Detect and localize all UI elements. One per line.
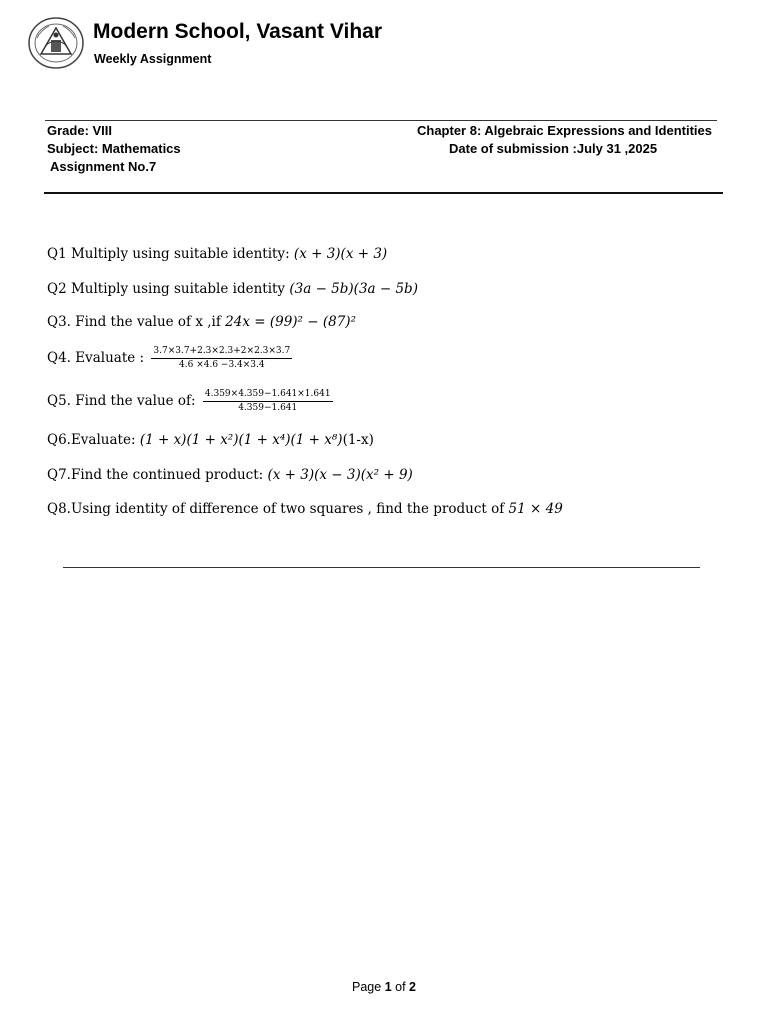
document-subtitle: Weekly Assignment [94,52,212,66]
question-label: Q2 Multiply using suitable identity [47,281,286,297]
meta-divider [44,192,723,194]
question-fraction [203,389,333,414]
question-8 [47,501,563,517]
question-3 [47,314,356,330]
question-expression: (x + 3)(x − 3)(x² + 9) [267,467,413,483]
fraction-numerator: 3.7×3.7+2.3×2.3+2×2.3×3.7 [151,346,292,359]
fraction-numerator: 4.359×4.359−1.641×1.641 [203,389,333,402]
question-expression: (1 + x)(1 + x²)(1 + x⁴)(1 + x⁸) [139,432,343,448]
school-name: Modern School, Vasant Vihar [93,20,383,43]
question-7 [47,467,413,483]
question-label: Q4. Evaluate : [47,350,145,366]
question-4 [47,346,292,371]
grade-label: Grade: VIII [47,123,113,138]
question-1 [47,246,387,262]
question-2 [47,281,418,297]
submission-date: Date of submission :July 31 ,2025 [449,141,658,156]
question-fraction [151,346,292,371]
header-divider [45,120,717,121]
page-total: 2 [409,980,416,994]
question-expression: (3a − 5b)(3a − 5b) [289,281,418,297]
question-label: Q8.Using identity of difference of two squares , find the product of [47,501,505,517]
question-expression: 51 × 49 [508,501,563,517]
question-expression: 24x = (99)² − (87)² [225,314,356,330]
page-prefix: Page [352,980,382,994]
question-label: Q3. Find the value of x ,if [47,314,221,330]
end-divider [63,567,700,568]
page-footer [0,980,768,994]
page-of: of [395,980,406,994]
fraction-denominator: 4.6 ×4.6 −3.4×3.4 [179,360,265,370]
subject-label: Subject: Mathematics [47,141,181,156]
question-expression-tail: (1-x) [342,432,374,448]
school-crest-icon [27,16,85,70]
question-6 [47,432,374,448]
question-5 [47,389,333,414]
question-label: Q1 Multiply using suitable identity: [47,246,290,262]
chapter-label: Chapter 8: Algebraic Expressions and Identities [417,123,712,138]
question-expression: (x + 3)(x + 3) [293,246,388,262]
question-label: Q7.Find the continued product: [47,467,264,483]
question-label: Q6.Evaluate: [47,432,136,448]
assignment-number: Assignment No.7 [50,159,157,174]
page-current: 1 [384,980,392,994]
fraction-denominator: 4.359−1.641 [238,403,298,413]
question-label: Q5. Find the value of: [47,393,196,409]
